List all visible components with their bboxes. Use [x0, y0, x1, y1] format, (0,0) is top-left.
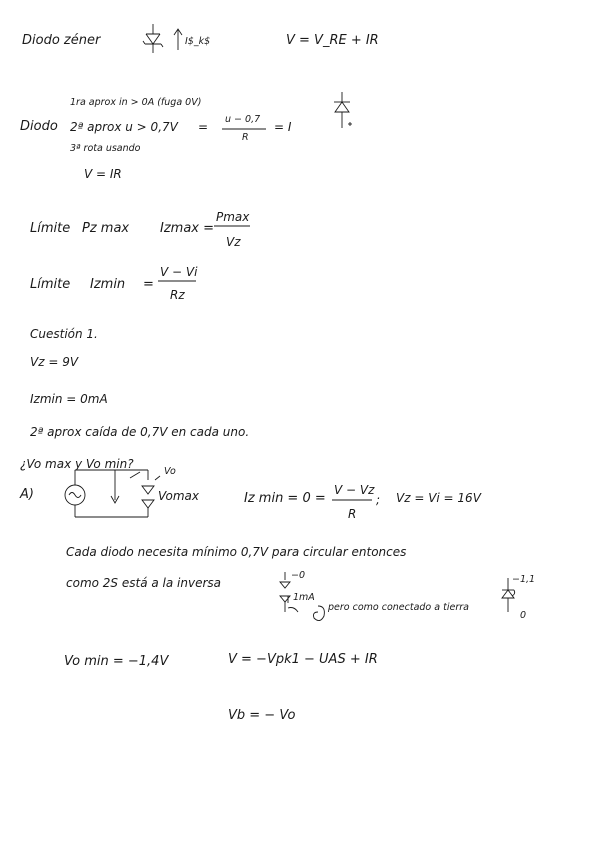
diode-symbol-icon	[334, 92, 352, 128]
zener-symbol-icon	[143, 24, 163, 53]
cada-line-1: Cada diodo necesita mínimo 0,7V para circular entonces	[66, 545, 407, 559]
vz-value: Vz = 9V	[30, 355, 79, 369]
zener-equation: V = V_RE + IR	[286, 33, 379, 48]
limit-2-numerator: V − Vi	[160, 265, 198, 279]
cuestion-heading: Cuestión 1.	[30, 327, 98, 341]
v-equation-2: V = −Vpk1 − UAS + IR	[228, 652, 378, 667]
zener-title: Diodo zéner	[22, 33, 101, 48]
diodo-label: Diodo	[20, 119, 58, 134]
part-a-label: A)	[20, 487, 34, 502]
approx-2-denominator: R	[242, 132, 249, 143]
semicolon: ;	[376, 493, 381, 507]
limit-1-denominator: Vz	[226, 235, 241, 249]
approx-1: 1ra aprox in > 0A (fuga 0V)	[70, 97, 202, 108]
vo-max-label: Vomax	[158, 489, 199, 503]
limit-2-denominator: Rz	[170, 288, 185, 302]
izmin-denominator: R	[348, 507, 357, 521]
zener-current-label: I$_k$	[185, 36, 211, 47]
limit-2-variable: Izmin	[90, 277, 126, 292]
current-label: 1mA	[293, 592, 315, 603]
approx-2: 2ª aprox u > 0,7V	[70, 120, 178, 134]
limit-1-numerator: Pmax	[216, 210, 250, 224]
arrow-up-icon	[174, 29, 182, 50]
caida-note: 2ª aprox caída de 0,7V en cada uno.	[30, 425, 250, 439]
circuit-a-icon	[65, 470, 160, 517]
limit-1-lhs: Izmax =	[160, 221, 215, 236]
izmin-numerator: V − Vz	[334, 483, 375, 497]
limit-1-label: Límite	[30, 221, 71, 236]
vo-label: Vo	[164, 466, 176, 477]
approx-3: 3ª rota usando	[70, 143, 141, 154]
vb-equation: Vb = − Vo	[228, 708, 296, 723]
v-ir-equation: V = IR	[84, 167, 122, 181]
approx-2-numerator: u − 0,7	[225, 114, 261, 125]
vo-min-result: Vo min = −1,4V	[64, 654, 169, 669]
limit-1-variable: Pz max	[82, 221, 130, 236]
izmin-equation: Iz min = 0 =	[244, 491, 326, 506]
question: ¿Vo max y Vo min?	[20, 457, 134, 471]
zero-label: 0	[520, 610, 527, 621]
minus-zero-label: −0	[291, 570, 306, 581]
approx-2-eq-lhs: =	[198, 120, 209, 134]
approx-2-eq-rhs: = I	[274, 120, 292, 134]
izmin-value: Izmin = 0mA	[30, 392, 108, 406]
limit-2-eq: =	[143, 277, 154, 292]
limit-2-label: Límite	[30, 277, 71, 292]
minus-one-label: −1,1	[512, 574, 536, 585]
pero-note: pero como conectado a tierra	[328, 602, 469, 613]
cada-line-2: como 2S está a la inversa	[66, 576, 221, 590]
vz-equation: Vz = Vi = 16V	[396, 491, 481, 505]
